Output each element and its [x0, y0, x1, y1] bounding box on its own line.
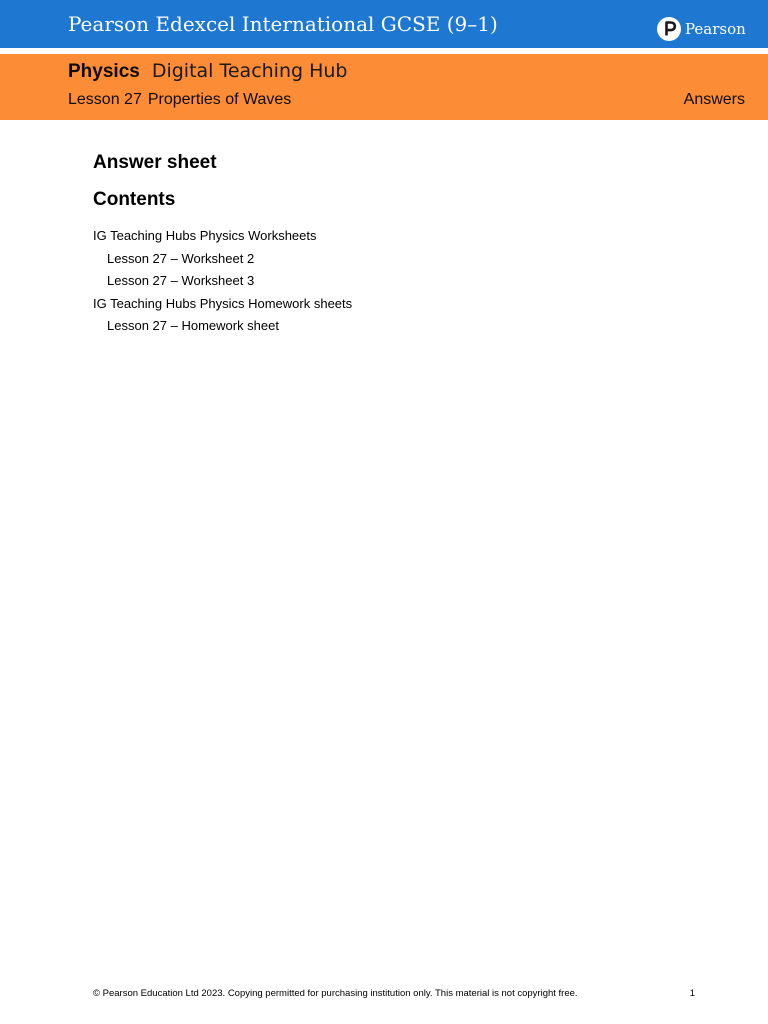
- hub-title: Digital Teaching Hub: [151, 60, 348, 82]
- toc-item-homework-section[interactable]: IG Teaching Hubs Physics Homework sheets: [93, 295, 353, 311]
- pearson-logo: [657, 17, 746, 41]
- toc-item-homework-sheet[interactable]: Lesson 27 – Homework sheet: [107, 318, 279, 333]
- subject-title: Physics: [68, 61, 140, 82]
- lesson-number: Lesson 27: [68, 91, 142, 108]
- main-content: [93, 152, 693, 338]
- subject-line: [68, 62, 348, 81]
- page-title: Answer sheet: [93, 152, 217, 173]
- table-of-contents: [93, 225, 693, 338]
- subject-banner: [0, 54, 768, 120]
- series-title: Pearson Edexcel International GCSE (9–1): [68, 12, 498, 36]
- answers-label: Answers: [683, 91, 745, 108]
- toc-item-worksheet-3[interactable]: Lesson 27 – Worksheet 3: [107, 273, 255, 288]
- footer-copyright: © Pearson Education Ltd 2023. Copying permitted for purchasing institution only. This material is not copyright free.: [93, 988, 578, 999]
- toc-item-worksheets-section[interactable]: IG Teaching Hubs Physics Worksheets: [93, 228, 317, 243]
- pearson-logo-icon: [657, 17, 681, 41]
- page-number: 1: [689, 988, 695, 999]
- toc-item-worksheet-2[interactable]: Lesson 27 – Worksheet 2: [107, 250, 255, 266]
- contents-heading: Contents: [93, 189, 176, 210]
- pearson-logo-text: Pearson: [685, 20, 746, 38]
- top-header-bar: [0, 0, 768, 48]
- lesson-title: Properties of Waves: [147, 91, 292, 108]
- lesson-line: [68, 92, 291, 108]
